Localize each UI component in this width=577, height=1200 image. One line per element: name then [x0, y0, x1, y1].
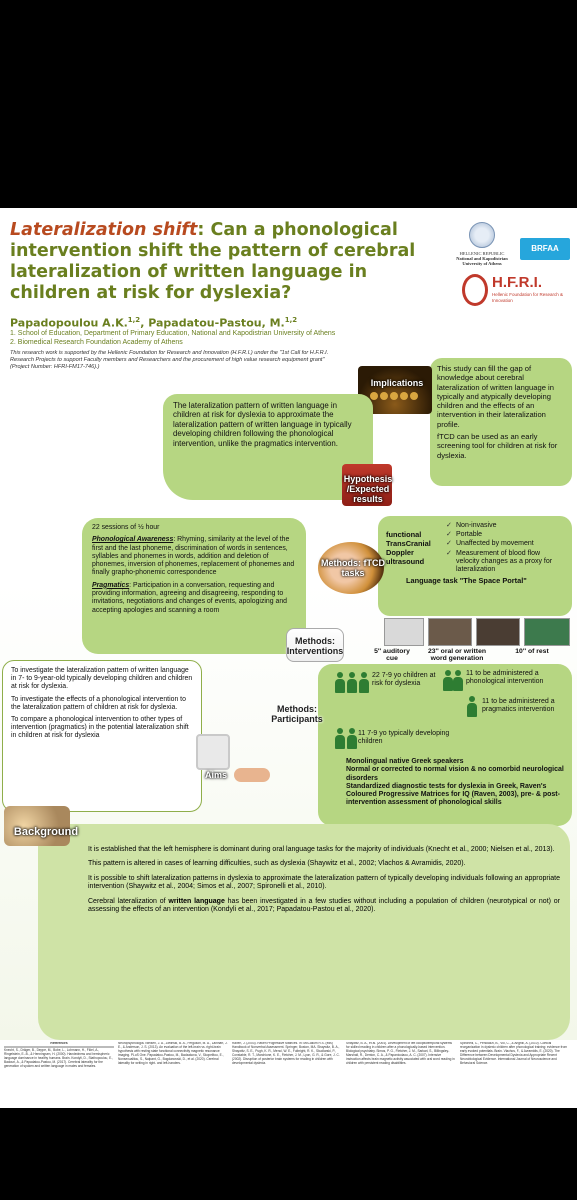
poster-title — [10, 220, 430, 304]
person-icon — [358, 672, 370, 694]
hypothesis-label: Hypothesis /Expected results — [343, 474, 393, 504]
fctd-box — [378, 516, 572, 616]
implications-text-2: fTCD can be used as an early screening tool for children at risk for dyslexia. — [437, 432, 558, 460]
fctd-label: Methods: fTCD tasks — [321, 558, 385, 578]
references-col — [118, 1042, 228, 1106]
background-p1: It is established that the left hemisphere is dominant during oral language tasks for the majority of individuals (Knecht et al., 2000; Nielsen et al., 2013). — [88, 846, 555, 853]
uoa-logo — [452, 222, 512, 266]
fctd-name: functional TransCranial Doppler ultrasound — [386, 530, 431, 566]
generation-frame-2 — [476, 618, 520, 646]
aim-1: To investigate the lateralization pattern of written language in 7- to 9-year-old typically developing children and children at risk for dyslexia. — [11, 667, 193, 691]
hfri-name: H.F.R.I. — [492, 274, 543, 291]
participants-box — [318, 664, 572, 826]
aims-label: Aims — [204, 770, 227, 780]
aims-box — [2, 660, 202, 812]
implications-label: Implications — [370, 378, 424, 388]
title-highlight: Lateralization shift — [10, 220, 198, 240]
author-separator: , — [140, 316, 149, 330]
participants-label: Methods: Participants — [271, 704, 323, 724]
author-1: Papadopoulou A.K. — [10, 316, 128, 330]
pragmatics-paragraph — [92, 582, 296, 615]
uoa-line-2: National and Kapodistrian — [456, 256, 508, 261]
title-rest: : Can a phonological intervention shift the pattern of cerebral lateralization of written language in children at risk for dyslexia? — [10, 220, 416, 303]
references-area — [0, 1040, 577, 1200]
subgroup-pragmatics: 11 to be administered a pragmatics intervention — [482, 698, 555, 714]
brfaa-logo: BRFAA — [520, 238, 570, 260]
funding-note: This research work is supported by the Hellenic Foundation for Research and Innovation (H.F.R.I.) under the "1st Call for H.F.R.I. Research Projects to support Faculty members and Researchers and the procurement of high value research equipment grant" (Project Number: HFRI-FM17-746).) — [10, 350, 329, 370]
affiliation-2: 2. Biomedical Research Foundation Academy of Athens — [10, 339, 183, 346]
generation-frame — [428, 618, 472, 646]
hfri-emblem-icon — [462, 274, 488, 306]
poster — [0, 208, 577, 1040]
author-1-affil: 1,2 — [127, 316, 141, 324]
rest-duration: 10'' of rest — [515, 648, 549, 655]
uoa-line-1: HELLENIC REPUBLIC — [459, 251, 505, 256]
subgroup-phonological: 11 to be administered a phonological intervention — [466, 670, 544, 686]
criterion: Normal or corrected to normal vision & no comorbid neurological disorders — [346, 766, 564, 782]
generation-duration: 23'' oral or written word generation — [428, 648, 486, 663]
hypothesis-text: The lateralization pattern of written language in children at risk for dyslexia to approximate the lateralization pattern of written language in typically developing children following the phonological intervention, unlike the pragmatics intervention. — [173, 401, 352, 448]
fctd-bullet: ✓ Portable — [446, 531, 564, 539]
clipboard-icon — [196, 734, 230, 770]
rest-frame — [524, 618, 570, 646]
hfri-subtitle: Hellenic Foundation for Research & Innovation — [492, 292, 564, 303]
fctd-bullet: ✓ Unaffected by movement — [446, 540, 564, 548]
reference-text: Neuropsychologia. Nielsen, J. A., Zielinski, B. A., Ferguson, M. A., Lainhart, J. E., & Anderson, J. S. (2013). An evaluation of the left-brain vs. right-brain hypothesis with resting state functional connectivity magnetic resonance imaging. PLoS One. Papadatou-Pastou, M., Badzakova, V., Skopelitou, E., Nonsexualitou, S., Nalpant, G., Bogdanovski, D., et al. (2020). Cerebral laterality for writing in right- and left-handers. — [118, 1042, 228, 1065]
background-p4b: written language — [168, 897, 225, 905]
fctd-bullet: ✓ Non-invasive — [446, 522, 564, 530]
reference-text: Raven, J. (2003). Raven Progressive Matrices. In: McCallum R.S. (eds) Handbook of Nonverbal Assessment. Springer, Boston, MA. Shaywitz, B. A., Shaywitz, S. E., Pugh, K. R., Mencl, W. E., Fulbright, R. K., Skudlarski, P., Constable, R. T., Marchione, K. E., Fletcher, J. M., Lyon, G. R., & Gore, J. C. (2002). Disruption of posterior brain systems for reading in children with developmental dyslexia. — [232, 1042, 340, 1065]
implications-text-1: This study can fill the gap of knowledge about cerebral lateralization of written language in typically and atypically developing children and the effects of an intervention in their lateralization profile. — [437, 364, 554, 429]
implications-box — [430, 358, 572, 486]
cue-frame — [384, 618, 424, 646]
phonological-paragraph — [92, 536, 296, 577]
phonological-text: : Rhyming, similarity at the level of the first and the last phoneme, discrimination of words in sentences, syllables and phonemes in words, addition and deletion of phonemes, inversion of phonemes, replacement of phonemes and finally grapho-phonemic correspondence — [92, 536, 295, 577]
criterion: Monolingual native Greek speakers — [346, 758, 464, 765]
references-title: References — [50, 1042, 68, 1045]
pragmatics-text: : Participation in a conversation, requesting and providing information, agreeing and disagreeing, responding to invitations, negotiations and changes of events, apologizing and accepting apologies and scanning a room — [92, 581, 287, 614]
background-p3: It is possible to shift lateralization patterns in dyslexia to approximate the lateralization pattern of typically developing individuals following an appropriate intervention (Shaywitz et al., 2004; Simos et al., 2007; Spironelli et al., 2010). — [88, 874, 560, 891]
fctd-bullets — [446, 522, 564, 575]
person-icon — [346, 672, 358, 694]
background-label: Background — [13, 826, 79, 838]
background-p4 — [88, 898, 560, 915]
reference-text: Shaywitz, B. A., et al. (2004). Development of left occipitotemporal systems for skilled reading in children after a phonologically-based intervention. Biological psychiatry. Simos, P. G., Fletcher, J. M., Sarkari, S., Billingsley-Marshall, R., Denton, C. A., & Papanicolaou, A. C. (2007). Intensive instruction affects brain magnetic activity associated with oral word reading in children with persistent reading disabilities. — [346, 1042, 455, 1065]
affiliation-1: 1. School of Education, Department of Primary Education, National and Kapodistrian University of Athens — [10, 330, 336, 337]
references-col — [232, 1042, 342, 1106]
interventions-label: Methods: Interventions — [286, 636, 344, 656]
aim-3: To compare a phonological intervention to other types of intervention (pragmatics) in the potential lateralization shift in children at risk for dyslexia — [11, 716, 189, 740]
space-portal-frames — [384, 618, 570, 646]
background-p4c: has been investigated in a few studies without including a population of children (neurotypical or not) or assessing the effects of an intervention (Kondyli et al., 2017; Papadatou-Pastou et al., 2020). — [88, 897, 560, 914]
small-logo — [525, 220, 565, 232]
person-icon — [346, 728, 358, 750]
task-timing — [372, 646, 572, 666]
uoa-line-3: University of Athens — [462, 261, 502, 266]
person-icon — [334, 672, 346, 694]
pointing-hand-icon — [234, 768, 270, 782]
author-2: Papadatou-Pastou, M. — [148, 316, 285, 330]
pragmatics-title: Pragmatics — [92, 581, 130, 589]
fctd-bullet: ✓ Measurement of blood flow velocity changes as a proxy for lateralization — [446, 550, 564, 575]
aim-2: To investigate the effects of a phonological intervention to the lateralization pattern of children at risk for dyslexia. — [11, 695, 186, 711]
author-2-affil: 1,2 — [284, 316, 298, 324]
person-icon — [452, 670, 464, 692]
references-col — [4, 1042, 114, 1106]
authors — [10, 314, 410, 330]
fctd-row — [386, 522, 564, 575]
uoa-seal-icon — [469, 222, 495, 248]
phonological-title: Phonological Awareness — [92, 536, 174, 544]
person-icon — [466, 696, 478, 718]
background-box — [38, 824, 570, 1040]
reference-text: Spironelli, C., Penolazzi, B., Vio, C., & Angrilli, A. (2010). Cortical reorganization in dyslexic children after phonological training: evidence from early evoked potentials. Brain. Vlachos, F., & Avramidis, E. (2020). The Difference between Developmental Dyslexia and Appropriate Recent Neurobiological Evidence. International Journal of Neuroscience and Behavioral Science. — [460, 1042, 568, 1065]
participant-groups — [326, 670, 564, 758]
criterion: Standardized diagnostic tests for dyslexia in Greek, Raven's Coloured Progressive Matrices for IQ (Raven, 2003), pre- & post-intervention assessment of phonological skills — [346, 782, 560, 807]
background-p4a: Cerebral lateralization of — [88, 897, 169, 905]
fctd-task: Language task "The Space Portal" — [406, 576, 527, 586]
group-typical: 11 7-9 yo typically developing children — [358, 730, 450, 746]
reference-text: Knecht, S., Dräger, B., Deppe, M., Bobe, L., Lohmann, H., Flöel, A., Ringelstein, E.-B., & Henningsen, H. (2000). Handedness and hemispheric language dominance in healthy humans. Brain. Kondyli, D., Stathopoulou, E., Badouri, A., & Papadatou-Pastou, M. (2017). Cerebral laterality for the generation of spoken and written language in males and females. — [4, 1047, 113, 1068]
interventions-box — [82, 518, 306, 654]
background-p2: This pattern is altered in cases of learning difficulties, such as dyslexia (Shaywitz et al., 2002; Vlachos & Avramidis, 2020). — [88, 860, 466, 868]
references-col — [346, 1042, 456, 1106]
participant-criteria — [326, 758, 564, 808]
cue-duration: 5'' auditory cue — [374, 648, 410, 663]
hfri-logo — [462, 274, 572, 308]
person-icon — [334, 728, 346, 750]
references-col — [460, 1042, 570, 1106]
group-at-risk: 22 7-9 yo children at risk for dyslexia — [372, 672, 436, 688]
references-strip — [0, 1040, 577, 1108]
sessions-text: 22 sessions of ½ hour — [92, 524, 160, 531]
